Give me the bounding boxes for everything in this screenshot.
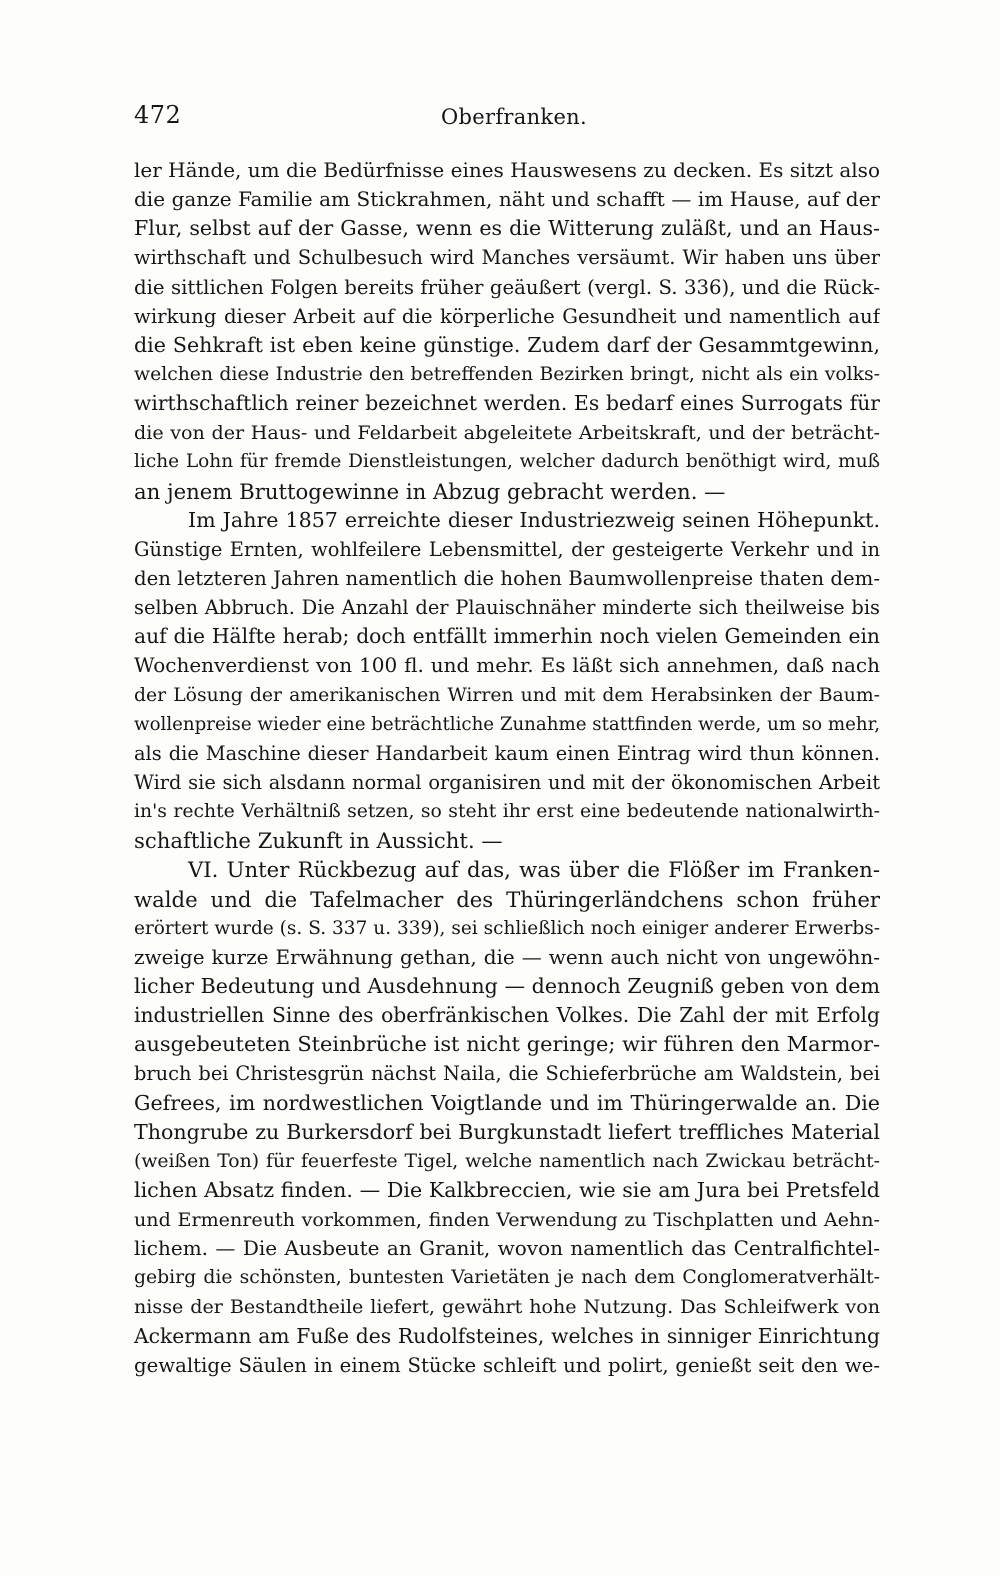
text-line: gebirg die schönsten, buntesten Varietäten je nach dem Conglomeratverhält- [134,1267,880,1289]
text-line: Günstige Ernten, wohlfeilere Lebensmittel, der gesteigerte Verkehr und in [134,537,880,561]
running-head: Oberfranken. [441,105,587,129]
text-line: und Ermenreuth vorkommen, finden Verwendung zu Tischplatten und Aehn- [134,1208,880,1232]
text-line: walde und die Tafelmacher des Thüringerländchens schon früher [134,886,880,912]
text-line: bruch bei Christesgrün nächst Naila, die Schieferbrüche am Waldstein, bei [134,1062,880,1086]
text-line: (weißen Ton) für feuerfeste Tigel, welche namentlich nach Zwickau beträcht- [134,1150,880,1172]
text-line: Thongrube zu Burkersdorf bei Burgkunstadt liefert treffliches Material [134,1119,880,1144]
text-line: wirthschaftlich reiner bezeichnet werden. Es bedarf eines Surrogats für [134,391,880,416]
text-line: Wird sie sich alsdann normal organisiren und mit der ökonomischen Arbeit [134,770,880,794]
text-line: wirthschaft und Schulbesuch wird Manches versäumt. Wir haben uns über [134,246,880,270]
text-line: gewaltige Säulen in einem Stücke schleift und polirt, genießt seit den we- [134,1353,880,1377]
text-line: die Sehkraft ist eben keine günstige. Zudem darf der Gesammtgewinn, [134,332,880,357]
text-line: ausgebeuteten Steinbrüche ist nicht geringe; wir führen den Marmor- [134,1032,880,1057]
text-line: der Lösung der amerikanischen Wirren und mit dem Herabsinken der Baum- [134,684,880,706]
text-line: nisse der Bestandtheile liefert, gewährt hohe Nutzung. Das Schleifwerk von [134,1295,880,1319]
text-line: welchen diese Industrie den betreffenden Bezirken bringt, nicht als ein volks- [134,363,880,385]
text-line: liche Lohn für fremde Dienstleistungen, welcher dadurch benöthigt wird, muß [134,451,880,473]
page-number: 472 [134,101,182,129]
text-line: die ganze Familie am Stickrahmen, näht und schafft — im Hause, auf der [134,187,880,212]
text-line: schaftliche Zukunft in Aussicht. — [134,828,503,854]
text-line: ler Hände, um die Bedürfnisse eines Hauswesens zu decken. Es sitzt also [134,158,880,182]
text-line: Ackermann am Fuße des Rudolfsteines, welches in sinniger Einrichtung [134,1323,880,1348]
text-line: Flur, selbst auf der Gasse, wenn es die Witterung zuläßt, und an Haus- [134,216,880,241]
text-line: Wochenverdienst von 100 fl. und mehr. Es läßt sich annehmen, daß nach [134,653,880,678]
text-line: auf die Hälfte herab; doch entfällt immerhin noch vielen Gemeinden ein [134,624,880,649]
text-line: lichen Absatz finden. — Die Kalkbreccien, wie sie am Jura bei Pretsfeld [134,1177,880,1202]
text-line: an jenem Bruttogewinne in Abzug gebracht werden. — [134,478,726,504]
text-line: in's rechte Verhältniß setzen, so steht ihr erst eine bedeutende nationalwirth- [134,801,880,823]
text-line: die von der Haus- und Feldarbeit abgeleitete Arbeitskraft, und der beträcht- [134,421,880,445]
text-line: die sittlichen Folgen bereits früher geäußert (vergl. S. 336), und die Rück- [134,275,880,299]
text-line: wirkung dieser Arbeit auf die körperliche Gesundheit und namentlich auf [134,304,880,328]
text-line: selben Abbruch. Die Anzahl der Plauischnäher minderte sich theilweise bis [134,596,880,620]
body-text [134,156,880,1380]
text-line: erörtert wurde (s. S. 337 u. 339), sei schließlich noch einiger anderer Erwerbs- [134,917,880,939]
section-vi-start-line: VI. Unter Rückbezug auf das, was über die Flößer im Franken- [188,857,880,883]
paragraph-start-line: Im Jahre 1857 erreichte dieser Industriezweig seinen Höhepunkt. [188,507,880,532]
text-line: zweige kurze Erwähnung gethan, die — wenn auch nicht von ungewöhn- [134,944,880,969]
text-line: industriellen Sinne des oberfränkischen Volkes. Die Zahl der mit Erfolg [134,1003,880,1028]
text-line: licher Bedeutung und Ausdehnung — dennoch Zeugniß geben von dem [134,973,880,998]
text-line: lichem. — Die Ausbeute an Granit, wovon namentlich das Centralfichtel- [134,1236,880,1261]
text-line: wollenpreise wieder eine beträchtliche Zunahme stattfinden werde, um so mehr, [134,713,880,735]
text-line: als die Maschine dieser Handarbeit kaum einen Eintrag wird thun können. [134,741,880,765]
page-header [134,100,874,134]
text-line: Gefrees, im nordwestlichen Voigtlande und im Thüringerwalde an. Die [134,1090,880,1115]
text-line: den letzteren Jahren namentlich die hohen Baumwollenpreise thaten dem- [134,566,880,590]
